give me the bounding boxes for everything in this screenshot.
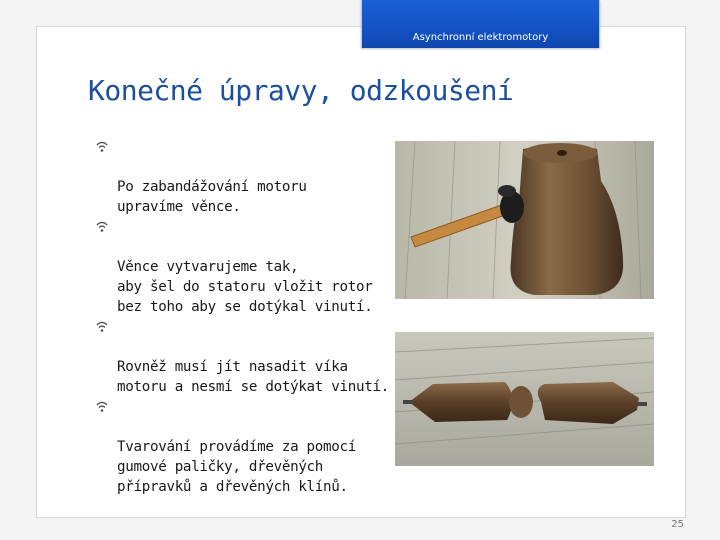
header-label: Asynchronní elektromotory [412,32,549,43]
page-number: 25 [671,519,684,530]
bullet-text: Rovněž musí jít nasadit víka motoru a nesmí se dotýkat vinutí. [117,359,389,395]
bullet-item [96,217,396,317]
wifi-signal-icon [96,401,108,413]
photo-mallet-and-form-image [395,141,654,299]
bullet-text: Tvarování provádíme za pomocí gumové paličky, dřevěných přípravků a dřevěných klínů. [117,439,357,495]
bullet-list [96,137,396,497]
wifi-signal-icon [96,221,108,233]
header-tab [361,0,600,48]
wifi-signal-icon [96,141,108,153]
wifi-signal-icon [96,321,108,333]
bullet-text: Věnce vytvarujeme tak, aby šel do statoru vložit rotor bez toho aby se dotýkal vinutí. [117,259,373,315]
bullet-item [96,397,396,497]
photo-wooden-forms-image [395,332,654,466]
photo-mallet-and-form [395,141,654,299]
bullet-text: Po zabandážování motoru upravíme věnce. [117,179,307,215]
slide-title: Konečné úpravy, odzkoušení [88,74,514,107]
photo-wooden-forms [395,332,654,466]
bullet-item [96,137,396,217]
bullet-item [96,317,396,397]
